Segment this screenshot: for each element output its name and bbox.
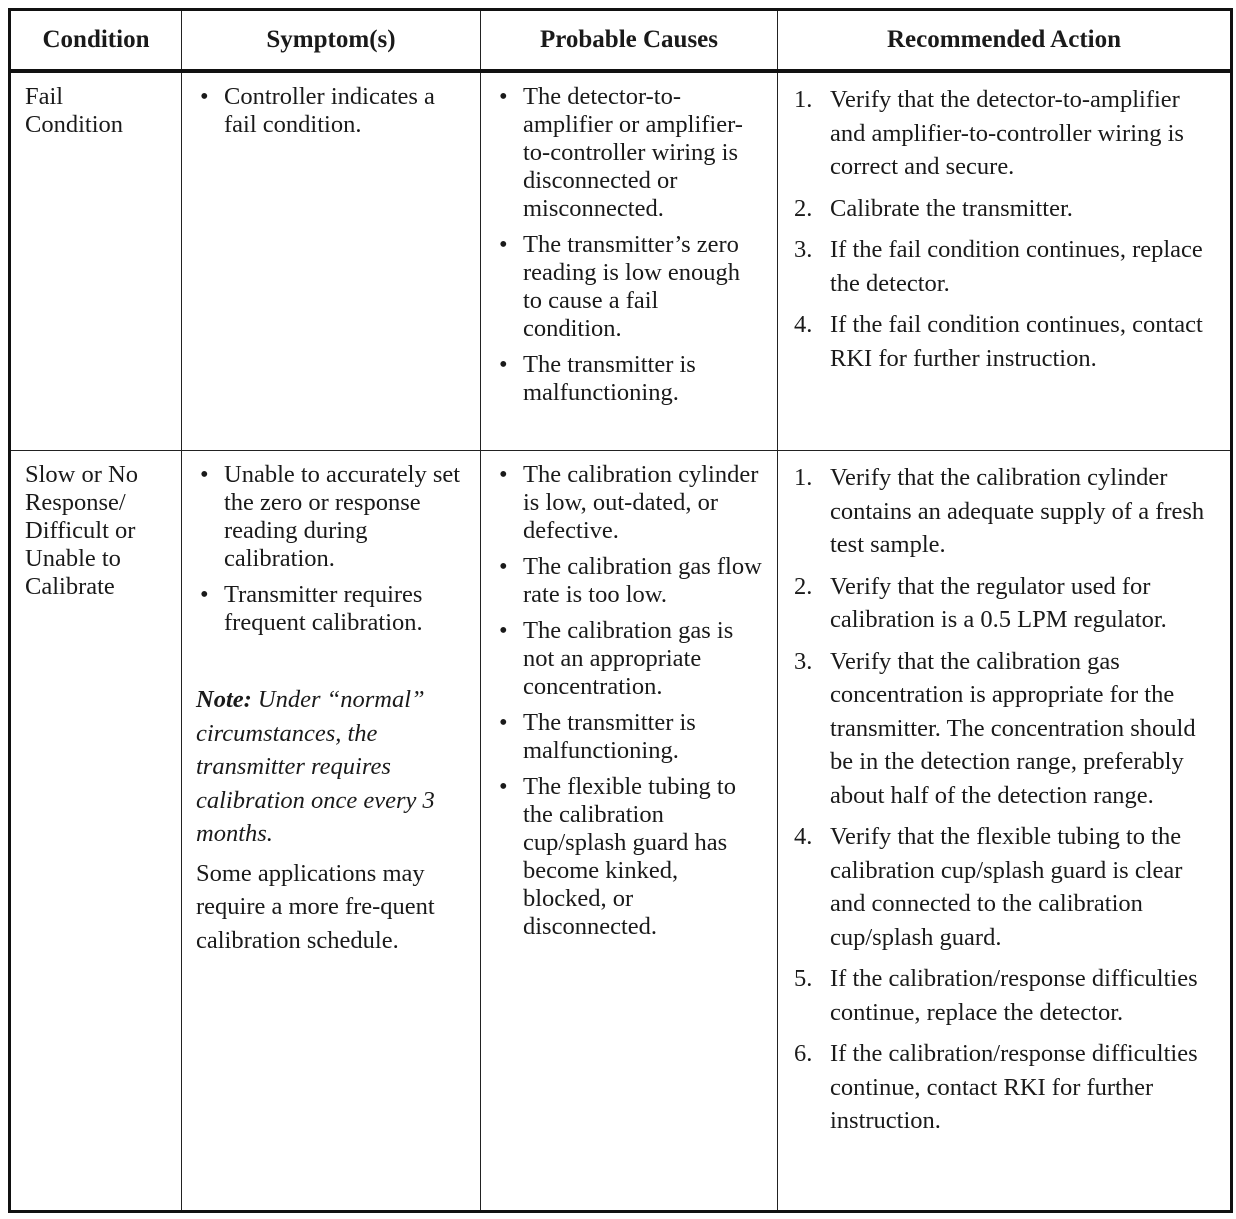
cause-item: • The transmitter’s zero reading is low enough to cause a fail condition. — [495, 231, 763, 343]
action-item — [792, 645, 1216, 813]
action-number: 2. — [794, 194, 813, 222]
action-item — [792, 820, 1216, 954]
action-number: 4. — [794, 311, 813, 338]
condition-text: Fail Condition — [25, 83, 124, 138]
action-item — [792, 962, 1216, 1029]
condition-text: Slow or No Response/ Difficult or Unable to Calibrate — [25, 461, 138, 600]
note-text: Under “normal” circumstances, the transmitter requires calibration once every 3 months. — [196, 686, 435, 847]
cause-item: • The flexible tubing to the calibration cup/splash guard has become kinked, blocked, or disconnected. — [495, 773, 763, 941]
action-item — [792, 570, 1216, 637]
action-text: Verify that the detector-to-amplifier and amplifier-to-controller wiring is correct and secure. — [830, 86, 1184, 180]
symptom-item: • Unable to accurately set the zero or response reading during calibration. — [196, 461, 466, 573]
symptom-item: • Controller indicates a fail condition. — [196, 83, 466, 139]
action-text: Verify that the flexible tubing to the calibration cup/splash guard is clear and connected to the calibration cup/splash guard. — [830, 823, 1183, 951]
action-text: Verify that the calibration cylinder contains an adequate supply of a fresh test sample. — [830, 464, 1205, 558]
note-extra-text: Some applications may require a more fre-quent calibration schedule. — [196, 859, 435, 954]
action-item — [792, 308, 1216, 375]
troubleshooting-table — [8, 8, 1233, 1213]
causes-cell — [481, 71, 778, 451]
action-number: 1. — [794, 86, 813, 113]
symptoms-cell — [182, 71, 481, 451]
header-probable-causes: Probable Causes — [481, 10, 778, 72]
action-item — [792, 461, 1216, 562]
action-number: 3. — [794, 236, 813, 263]
action-text: Verify that the calibration gas concentration is appropriate for the transmitter. The concentration should be in the detection range, preferably about half of the detection range. — [830, 647, 1196, 809]
cause-item: • The calibration gas is not an appropriate concentration. — [495, 617, 763, 701]
symptoms-cell — [182, 451, 481, 1212]
action-number: 1. — [794, 464, 813, 491]
action-text: If the fail condition continues, contact RKI for further instruction. — [830, 311, 1203, 372]
condition-cell — [10, 71, 182, 451]
header-row — [10, 10, 1232, 72]
header-condition: Condition — [10, 10, 182, 72]
actions-cell — [778, 451, 1232, 1212]
header-recommended-action: Recommended Action — [778, 10, 1232, 72]
cause-item: • The calibration cylinder is low, out-dated, or defective. — [495, 461, 763, 545]
table-row — [10, 71, 1232, 451]
note-label: Note: — [196, 686, 252, 713]
action-number: 3. — [794, 647, 813, 675]
action-text: If the calibration/response difficulties continue, contact RKI for further instruction. — [830, 1040, 1198, 1134]
calibration-note — [196, 683, 466, 851]
action-text: Calibrate the transmitter. — [830, 194, 1073, 222]
cause-item: • The calibration gas flow rate is too low. — [495, 553, 763, 609]
cause-item: • The transmitter is malfunctioning. — [495, 709, 763, 765]
symptom-item: • Transmitter requires frequent calibration. — [196, 581, 466, 637]
action-item — [792, 192, 1216, 226]
action-number: 6. — [794, 1040, 813, 1067]
action-text: If the calibration/response difficulties continue, replace the detector. — [830, 965, 1198, 1026]
cause-item: • The detector-to-amplifier or amplifier-to-controller wiring is disconnected or misconnected. — [495, 83, 763, 223]
condition-cell — [10, 451, 182, 1212]
action-number: 2. — [794, 572, 813, 600]
action-item — [792, 233, 1216, 300]
table-row — [10, 451, 1232, 1212]
action-text: Verify that the regulator used for calibration is a 0.5 LPM regulator. — [830, 572, 1167, 633]
causes-cell — [481, 451, 778, 1212]
actions-cell — [778, 71, 1232, 451]
action-number: 5. — [794, 965, 813, 992]
action-text: If the fail condition continues, replace the detector. — [830, 236, 1203, 297]
cause-item: • The transmitter is malfunctioning. — [495, 351, 763, 407]
header-symptoms: Symptom(s) — [182, 10, 481, 72]
action-item — [792, 83, 1216, 184]
action-item — [792, 1037, 1216, 1138]
action-number: 4. — [794, 823, 813, 850]
